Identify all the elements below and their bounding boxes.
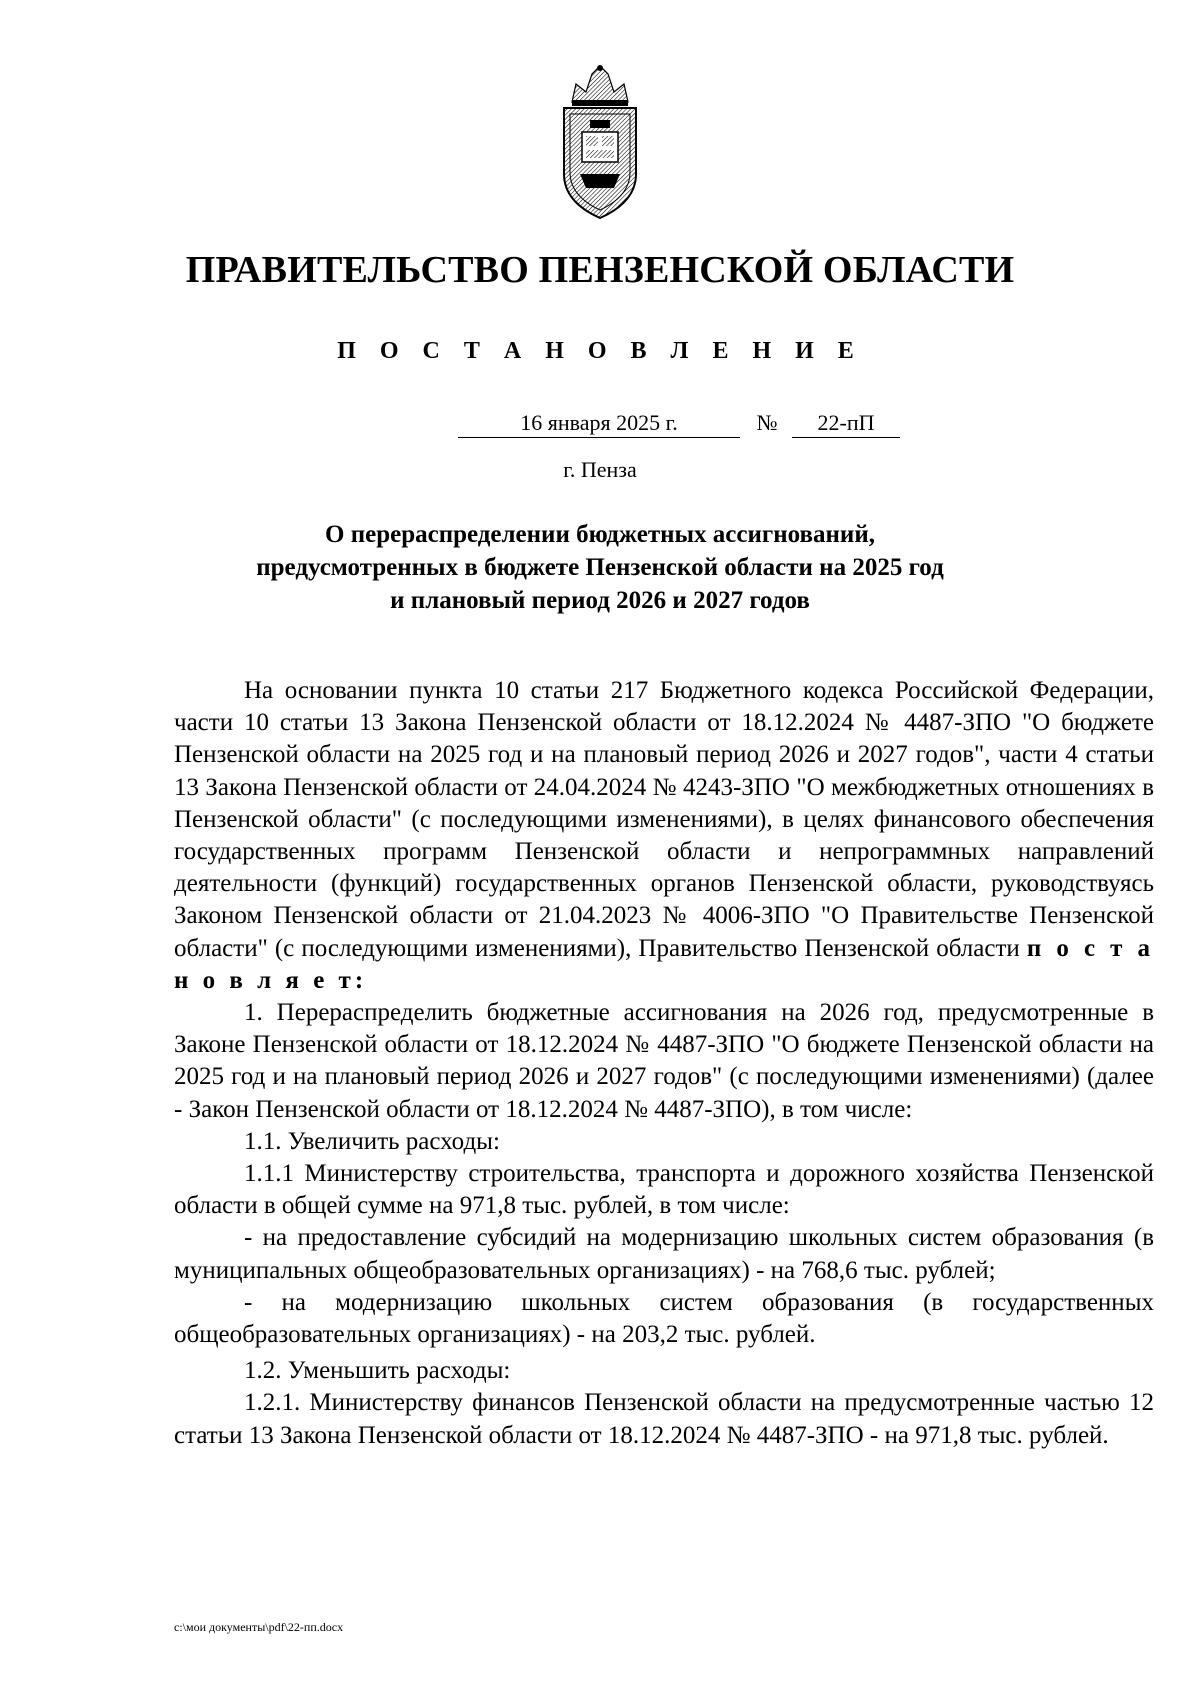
paragraph-1-1: 1.1. Увеличить расходы: [244, 1127, 500, 1155]
organization-name: ПРАВИТЕЛЬСТВО ПЕНЗЕНСКОЙ ОБЛАСТИ [185, 249, 1015, 291]
document-type: П О С Т А Н О В Л Е Н И Е [337, 338, 863, 364]
date-number-line [0, 410, 1200, 442]
paragraph-1-1-1: 1.1.1 Министерству строительства, транспорта и дорожного хозяйства Пензенской области в общей сумме на 971,8 тыс. рублей, в том числе: [174, 1160, 1154, 1220]
title-line: предусмотренных в бюджете Пензенской области на 2025 год [256, 554, 944, 581]
preamble-paragraph [174, 675, 1154, 997]
paragraph-1-2: 1.2. Уменьшить расходы: [244, 1357, 511, 1385]
paragraph-1-1-1-a: - на предоставление субсидий на модернизацию школьных систем образования (в муниципальных общеобразовательных организациях) - на 768,6 тыс. рублей; [174, 1224, 1154, 1284]
resolves-word: п о с т а н о в л я е т: [174, 934, 1155, 994]
document-title [0, 518, 1200, 617]
city: г. Пенза [563, 457, 637, 482]
number-sign: № [756, 410, 778, 435]
document-number: 22-пП [792, 410, 900, 438]
coat-of-arms-icon [550, 62, 650, 222]
paragraph-1-2-1: 1.2.1. Министерству финансов Пензенской области на предусмотренные частью 12 статьи 13 Закона Пензенской области от 18.12.2024 № 4487-ЗПО - на 971,8 тыс. рублей. [174, 1389, 1154, 1449]
document-body [174, 675, 1154, 1452]
paragraph-1-1-1-b: - на модернизацию школьных систем образования (в государственных общеобразовательных организациях) - на 203,2 тыс. рублей. [174, 1288, 1154, 1349]
document-date: 16 января 2025 г. [458, 410, 740, 438]
preamble-text: На основании пункта 10 статьи 217 Бюджетного кодекса Российской Федерации, части 10 статьи 13 Закона Пензенской области от 18.12.2024 № 4487-ЗПО "О бюджете Пензенской области на 2025 год и на плановый период 2026 и 2027 годов", части 4 статьи 13 Закона Пензенской области от 24.04.2024 № 4243-ЗПО "О межбюджетных отношениях в Пензенской области" (с последующими изменениями), в целях финансового обеспечения государственных программ Пензенской области и непрограммных направлений деятельности (функций) государственных органов Пензенской области, руководствуясь Законом Пензенской области от 21.04.2023 № 4006-ЗПО "О Правительстве Пензенской области" (с последующими изменениями), Правительство Пензенской области [174, 677, 1154, 962]
title-line: О перераспределении бюджетных ассигнований, [325, 521, 875, 548]
paragraph-1: 1. Перераспределить бюджетные ассигнования на 2026 год, предусмотренные в Законе Пензенской области от 18.12.2024 № 4487-ЗПО "О бюджете Пензенской области на 2025 год и на плановый период 2026 и 2027 годов" (с последующими изменениями) (далее - Закон Пензенской области от 18.12.2024 № 4487-ЗПО), в том числе: [174, 999, 1154, 1123]
title-line: и плановый период 2026 и 2027 годов [390, 587, 810, 614]
file-path-footer: c:\мои документы\pdf\22-пп.docx [174, 1620, 344, 1634]
